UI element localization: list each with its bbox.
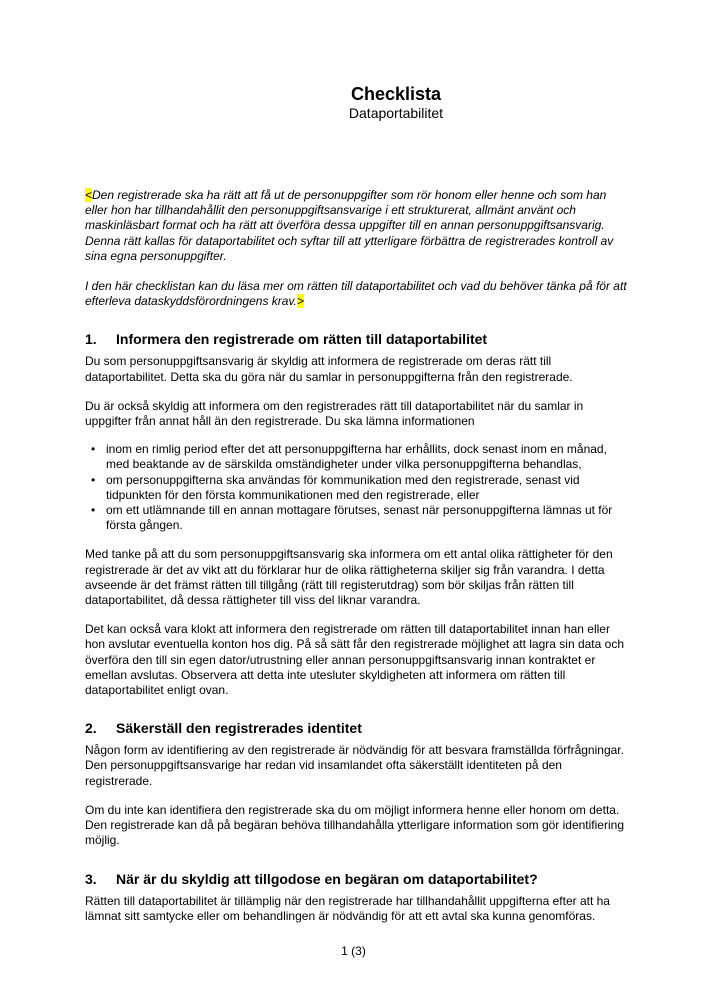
bullet-icon: • — [91, 472, 96, 487]
bullet-icon: • — [91, 442, 96, 457]
section-3 — [85, 871, 627, 924]
bullet-text: om personuppgifterna ska användas för kommunikation med den registrerade, senast vid tidpunkten för den första kommunikationen med den registrerade, eller — [106, 472, 580, 502]
bullet-text: inom en rimlig period efter det att personuppgifterna har erhållits, dock senast inom en månad, med beaktande av de särskilda omständigheter under vilka personuppgifterna behandlas, — [106, 442, 607, 472]
section-3-number: 3. — [85, 870, 97, 887]
section-2-paragraph-1: Någon form av identifiering av den registrerade är nödvändig för att besvara framställda förfrågningar. Den personuppgiftsansvarige har redan vid insamlandet ofta säkerställt identiteten på den registrerade. — [85, 743, 624, 788]
section-3-title: När är du skyldig att tillgodose en begäran om dataportabilitet? — [116, 870, 538, 887]
list-item — [85, 442, 627, 472]
section-1-paragraph-2: Du är också skyldig att informera om den registrerades rätt till dataportabilitet när du samlar in uppgifter från annat håll än den registrerade. Du ska lämna informationen — [85, 398, 584, 429]
title-block — [0, 0, 707, 122]
section-1-paragraph-4: Det kan också vara klokt att informera den registrerade om rätten till dataportabilitet innan han eller hon avslutar eventuella konton hos dig. På så sätt får den registrerade möjlighet att lagra sin data och överföra den till sin egen dator/utrustning eller annan personuppgiftsansvarig innan kontraktet er emellan avslutas. Observera att detta inte utesluter skyldigheten att informera om rätten till dataportabilitet enligt ovan. — [85, 622, 624, 698]
section-3-heading — [85, 871, 627, 888]
section-2-paragraph-2: Om du inte kan identifiera den registrerade ska du om möjligt informera henne eller honom om detta. Den registrerade kan då på begäran behöva tillhandahålla ytterligare information som gör identifiering möjlig. — [85, 802, 624, 848]
intro-paragraph-1 — [85, 188, 627, 264]
intro-paragraph-1-text: Den registrerade ska ha rätt att få ut de personuppgifter som rör honom eller henne och som han eller hon har tillhandahållit den personuppgiftsansvarige i ett strukturerat, allmänt använt och maskinläsbart format och ha rätt att överföra dessa uppgifter till en annan personuppgiftsansvarig. Denna rätt kallas för dataportabilitet och syftar till att ytterligare förbättra de registrerades kontroll av sina egna personuppgifter. — [85, 188, 614, 263]
document-subtitle: Dataportabilitet — [348, 105, 444, 121]
intro-paragraph-2 — [85, 279, 627, 309]
section-1-heading — [85, 331, 627, 348]
section-1-paragraph-3: Med tanke på att du som personuppgiftsansvarig ska informera om ett antal olika rättigheter för den registrerade är det av vikt att du förklarar hur de olika rättigheterna skiljer sig från varandra. I detta avseende är det främst rätten till tillgång (rätt till registerutdrag) som bör skiljas från rätten till dataportabilitet, då dessa rättigheter till viss del liknar varandra. — [85, 547, 613, 608]
document-body — [0, 188, 707, 924]
section-1-number: 1. — [85, 331, 97, 348]
list-item — [85, 503, 627, 533]
highlight-close-marker: > — [296, 294, 304, 309]
page-number: 1 (3) — [341, 944, 366, 958]
document-title: Checklista — [350, 84, 442, 104]
section-3-paragraph-1: Rätten till dataportabilitet är tillämplig när den registrerade har tillhandahållit uppgifterna efter att ha lämnat sitt samtycke eller om behandlingen är nödvändig för att ett avtal ska kunna genomföras. — [85, 893, 610, 923]
bullet-icon: • — [91, 503, 96, 518]
bullet-text: om ett utlämnande till en annan mottagare förutses, senast när personuppgifterna lämnas ut för första gången. — [106, 503, 613, 533]
section-2-number: 2. — [85, 720, 97, 737]
list-item — [85, 473, 627, 503]
section-2-heading — [85, 720, 627, 737]
section-2 — [85, 720, 627, 848]
section-2-title: Säkerställ den registrerades identitet — [116, 720, 362, 737]
highlight-open-marker: < — [85, 188, 93, 202]
intro-block — [85, 188, 627, 309]
section-1-bullet-list — [85, 442, 627, 533]
intro-paragraph-2-text: I den här checklistan kan du läsa mer om rätten till dataportabilitet och vad du behöver tänka på för att efterleva dataskyddsförordningens krav. — [85, 279, 627, 309]
section-1 — [85, 331, 627, 698]
section-1-title: Informera den registrerade om rätten till dataportabilitet — [116, 331, 488, 348]
section-1-paragraph-1: Du som personuppgiftsansvarig är skyldig att informera de registrerade om deras rätt till dataportabilitet. Detta ska du göra när du samlar in personuppgifterna från den registrerade. — [85, 354, 573, 384]
